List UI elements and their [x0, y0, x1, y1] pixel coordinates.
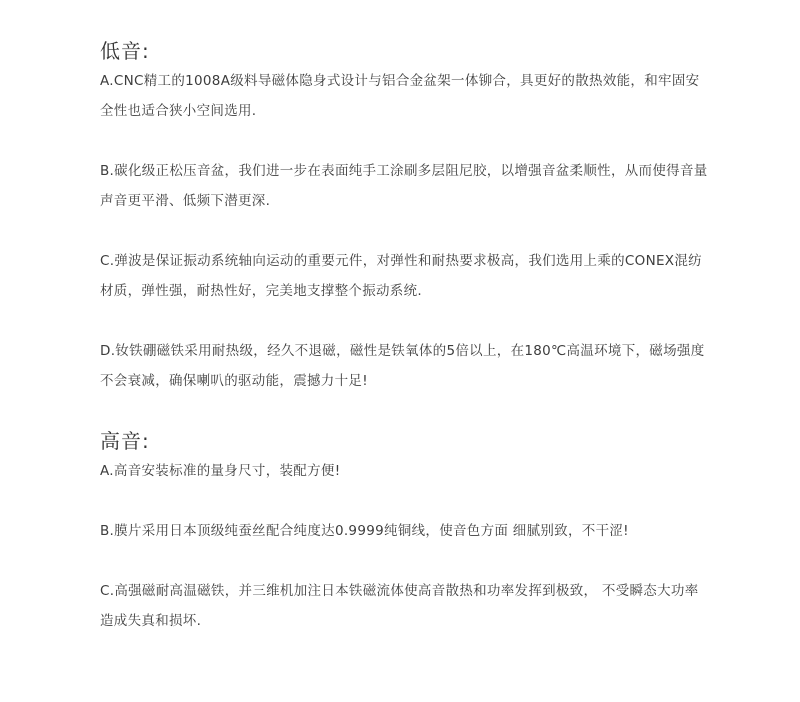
bass-paragraph-d: D.钕铁硼磁铁采用耐热级，经久不退磁，磁性是铁氧体的5倍以上，在180℃高温环境下，磁场强度不会衰减，确保喇叭的驱动能，震撼力十足! [100, 343, 705, 389]
spacer [100, 216, 710, 246]
spacer [100, 126, 710, 156]
bass-paragraph-b: B.碳化级正松压音盆，我们进一步在表面纯手工涂刷多层阻尼胶，以增强音盆柔顺性，从而使得音量声音更平滑、低频下潜更深. [100, 163, 708, 209]
bass-section-title: 低音: [100, 39, 150, 63]
spec-content [100, 36, 710, 636]
treble-paragraph-a: A.高音安装标准的量身尺寸，装配方便! [100, 463, 341, 479]
spacer [100, 546, 710, 576]
treble-paragraph-c: C.高强磁耐高温磁铁，并三维机加注日本铁磁流体使高音散热和功率发挥到极致， 不受瞬态大功率造成失真和损坏. [100, 583, 699, 629]
treble-paragraph-b: B.膜片采用日本顶级纯蚕丝配合纯度达0.9999纯铜线，使音色方面 细腻别致，不干涩! [100, 523, 629, 539]
bass-paragraph-c: C.弹波是保证振动系统轴向运动的重要元件，对弹性和耐热要求极高，我们选用上乘的CONEX混纺材质，弹性强，耐热性好，完美地支撑整个振动系统. [100, 253, 702, 299]
bass-paragraph-a: A.CNC精工的1008A级料导磁体隐身式设计与铝合金盆架一体铆合，具更好的散热效能，和牢固安全性也适合狭小空间选用. [100, 73, 700, 119]
spacer [100, 306, 710, 336]
treble-section-title: 高音: [100, 429, 150, 453]
spacer [100, 396, 710, 426]
spacer [100, 486, 710, 516]
